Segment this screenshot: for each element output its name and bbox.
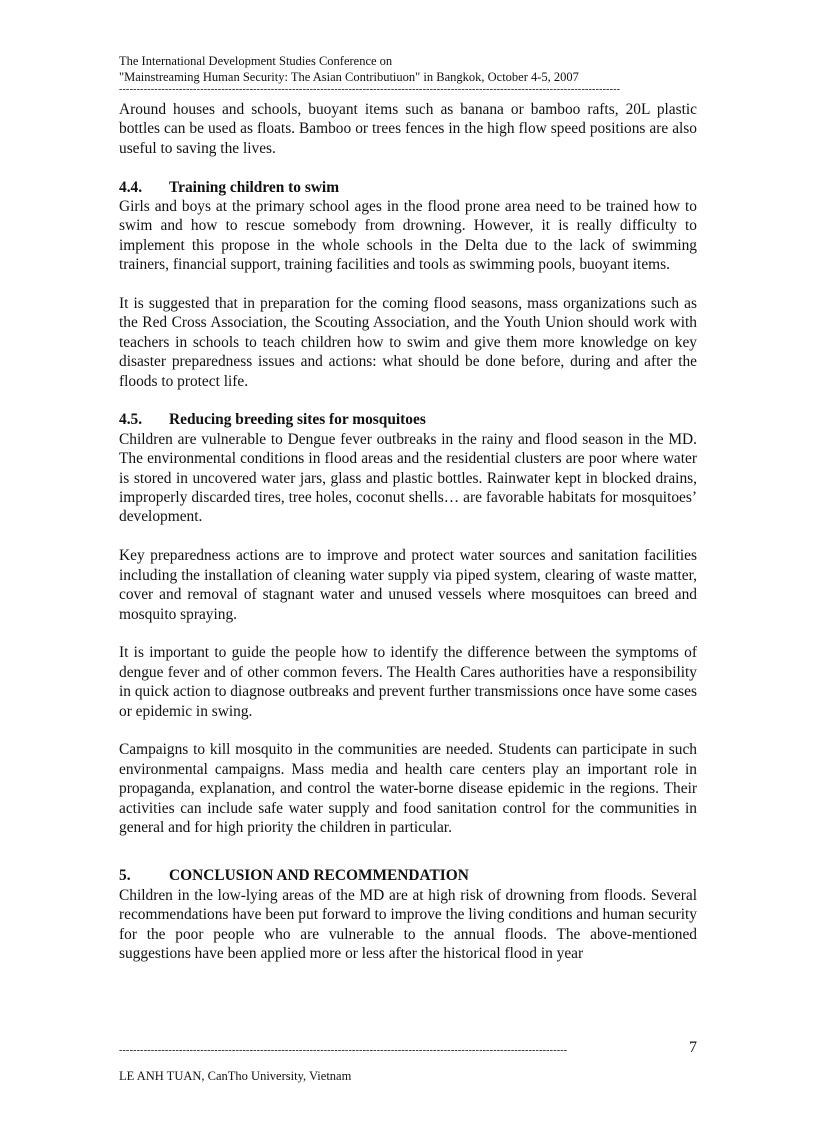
paragraph: Children in the low-lying areas of the MD are at high risk of drowning from floods. Several recommendations have been put forward to improve the living conditions and human security for the poor people who are vulnerable to the annual floods. The above-mentioned suggestions have been applied more or less after the historical flood in year <box>119 886 697 962</box>
section-number: 5. <box>119 867 131 885</box>
section-4-4-heading <box>119 178 697 197</box>
section-4-5-heading <box>119 410 697 429</box>
header-rule: ---------------------------------------------------------------------------------------------------------------------------------------------- <box>119 85 621 95</box>
section-title: Reducing breeding sites for mosquitoes <box>169 411 426 429</box>
paragraph: It is suggested that in preparation for the coming flood seasons, mass organizations such as the Red Cross Association, the Scouting Association, and the Youth Union should work with teachers in schools to teach children how to swim and give them more knowledge on key disaster preparedness issues and actions: what should be done before, during and after the floods to protect life. <box>119 295 697 390</box>
page-number: 7 <box>689 1039 697 1056</box>
section-number: 4.5. <box>119 411 143 429</box>
intro-paragraph: Around houses and schools, buoyant items such as banana or bamboo rafts, 20L plastic bottles can be used as floats. Bamboo or trees fences in the high flow speed positions are also useful to saving the lives. <box>119 101 697 157</box>
paragraph: Children are vulnerable to Dengue fever outbreaks in the rainy and flood season in the MD. The environmental conditions in flood areas and the residential clusters are poor where water is stored in uncovered water jars, glass and plastic bottles. Rainwater kept in blocked drains, improperly discarded tires, tree holes, coconut shells… are favorable habitats for mosquitoes’ development. <box>119 430 697 526</box>
paragraph: Key preparedness actions are to improve and protect water sources and sanitation facilities including the installation of cleaning water supply via piped system, clearing of waste matter, cover and removal of stagnant water and unused vessels where mosquitoes can breed and mosquito spraying. <box>119 547 697 623</box>
running-header <box>119 53 699 95</box>
header-title-line: "Mainstreaming Human Security: The Asian Contributiuon" in Bangkok, October 4-5, 2007 <box>119 70 579 84</box>
section-number: 4.4. <box>119 178 143 196</box>
section-title: Training children to swim <box>169 178 340 196</box>
paragraph: Girls and boys at the primary school ages in the flood prone area need to be trained how to swim and how to rescue somebody from drowning. However, it is really difficulty to implement this propose in the whole schools in the Delta due to the lack of swimming trainers, financial support, training facilities and tools as swimming pools, buoyant items. <box>119 198 697 274</box>
header-conference-line: The International Development Studies Conference on <box>119 54 393 68</box>
page-body <box>119 100 697 963</box>
section-title: CONCLUSION AND RECOMMENDATION <box>169 867 469 885</box>
footer-author: LE ANH TUAN, CanTho University, Vietnam <box>119 1069 352 1083</box>
section-5-heading <box>119 866 697 885</box>
running-footer <box>119 1040 699 1084</box>
paragraph: Campaigns to kill mosquito in the communities are needed. Students can participate in such environmental campaigns. Mass media and health care centers play an important role in propaganda, explanation, and control the water-borne disease epidemic in the regions. Their activities can include safe water supply and food sanitation control for the communities in general and for high priority the children in particular. <box>119 741 697 836</box>
footer-rule: ------------------------------------------------------------------------------------------------------------------------------- <box>119 1046 568 1056</box>
paragraph: It is important to guide the people how to identify the difference between the symptoms of dengue fever and of other common fevers. The Health Cares authorities have a responsibility in quick action to diagnose outbreaks and prevent further transmissions once have some cases or epidemic in swing. <box>119 644 697 720</box>
